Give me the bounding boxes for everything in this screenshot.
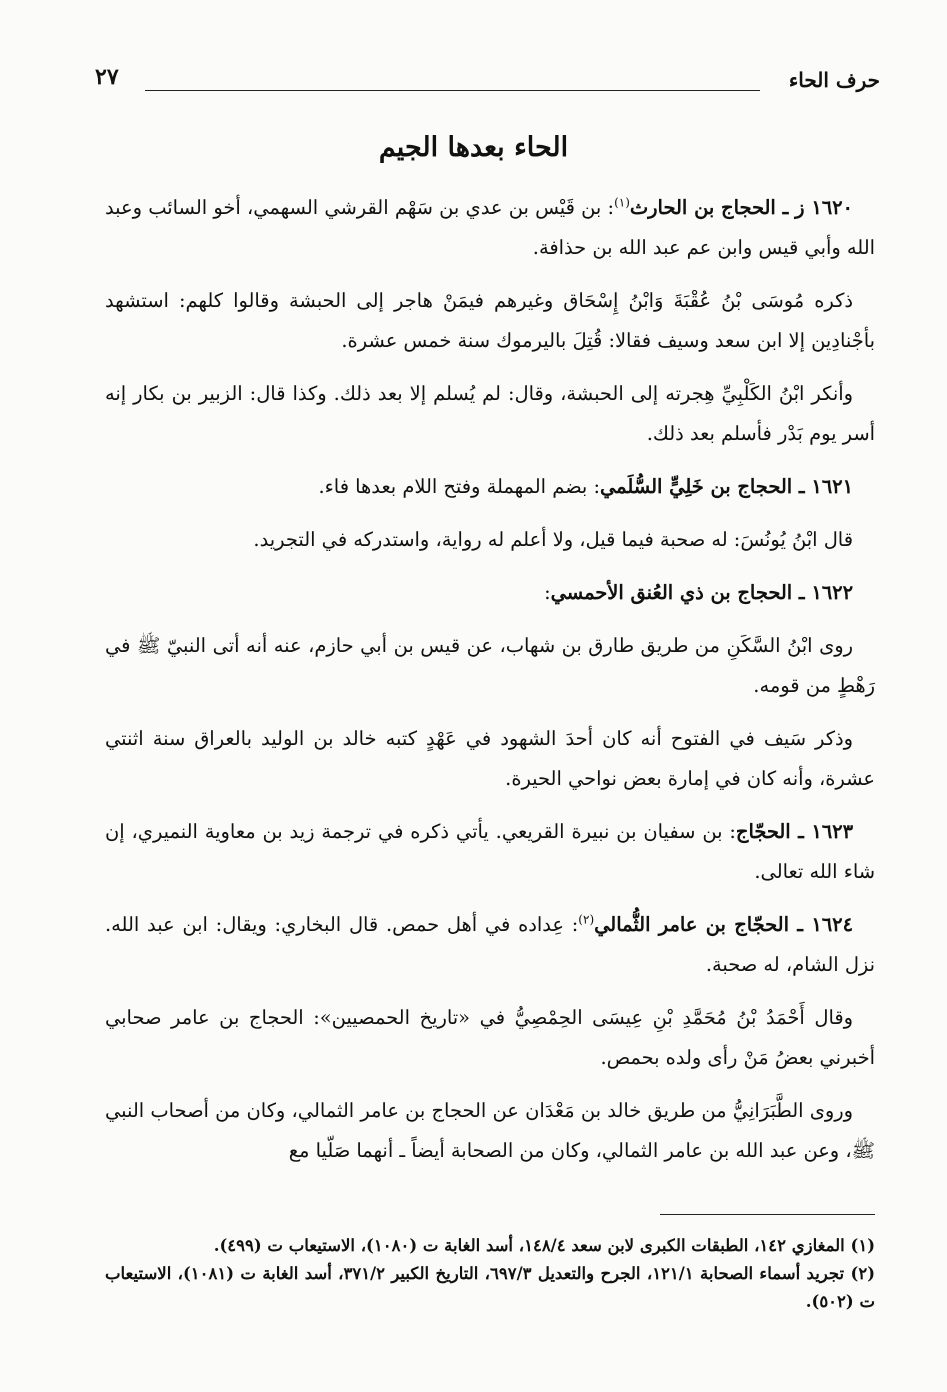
paragraph	[105, 1091, 875, 1171]
paragraph	[105, 281, 875, 361]
paragraph	[105, 626, 875, 706]
footnotes	[105, 1232, 875, 1316]
paragraph	[105, 998, 875, 1078]
entry-title: ١٦٢١ ـ الحجاج بن خَلِيٍّ السُّلَمي	[600, 475, 853, 498]
paragraph	[105, 374, 875, 454]
paragraph	[105, 573, 875, 613]
header-rule	[145, 90, 760, 91]
footnote: (٢) تجريد أسماء الصحابة ١٢١/١، الجرح والتعديل ٦٩٧/٣، التاريخ الكبير ٣٧١/٢، أسد الغابة ت (١٠٨١)، الاستيعاب ت (٥٠٢).	[105, 1264, 875, 1311]
section-heading: الحاء بعدها الجيم	[378, 132, 569, 163]
paragraph	[105, 812, 875, 892]
paragraph	[105, 905, 875, 985]
chapter-title: حرف الحاء	[788, 68, 880, 92]
paragraph-text: : بضم المهملة وفتح اللام بعدها فاء.	[318, 475, 601, 498]
paragraph	[105, 188, 875, 268]
paragraph-text: ذكره مُوسَى بْنُ عُقْبَةَ وَابْنُ إِسْحَاق وغيرهم فيمَنْ هاجر إلى الحبشة وقالوا كلهم: استشهد بأجْنادِين إلا ابن سعد وسيف فقالا: قُتِلَ باليرموك سنة خمس عشرة.	[105, 289, 875, 352]
paragraph-text: : بن قَيْس بن عدي بن سَهْم القرشي السهمي، أخو السائب وعبد الله وأبي قيس وابن عم عبد الله بن حذافة.	[105, 196, 875, 259]
footnote: (١) المغازي ١٤٢، الطبقات الكبرى لابن سعد ١٤٨/٤، أسد الغابة ت (١٠٨٠)، الاستيعاب ت (٤٩٩).	[213, 1236, 875, 1255]
paragraph-text: :	[544, 581, 551, 604]
footnote-ref: (١)	[614, 195, 630, 210]
paragraph-text: قال ابْنُ يُونُسَ: له صحبة فيما قيل، ولا أعلم له رواية، واستدركه في التجريد.	[253, 528, 853, 551]
paragraph-text: : عِداده في أهل حمص. قال البخاري: ويقال: ابن عبد الله. نزل الشام، له صحبة.	[105, 913, 875, 976]
page-header	[95, 60, 880, 100]
entry-title: ١٦٢٣ ـ الحجّاج	[735, 820, 854, 843]
page-number: ٢٧	[95, 64, 119, 90]
footnote-rule	[660, 1214, 875, 1215]
footnote-ref: (٢)	[578, 912, 595, 927]
paragraph-text: وقال أَحْمَدُ بْنُ مُحَمَّدِ بْنِ عِيسَى الحِمْصِيُّ في «تاريخ الحمصيين»: الحجاج بن عامر صحابي أخبرني بعضُ مَنْ رأى ولده بحمص.	[105, 1006, 875, 1069]
paragraph	[105, 719, 875, 799]
paragraph-text: وأنكر ابْنُ الكَلْبِيِّ هِجرته إلى الحبشة، وقال: لم يُسلم إلا بعد ذلك. وكذا قال: الزبير بن بكار إنه أسر يوم بَدْر فأسلم بعد ذلك.	[105, 382, 875, 445]
entry-title: ١٦٢٢ ـ الحجاج بن ذي العُنق الأحمسي	[550, 581, 853, 604]
paragraph-text: روى ابْنُ السَّكَنِ من طريق طارق بن شهاب، عن قيس بن أبي حازم، عنه أنه أتى النبيّ ﷺ في رَهْطٍ من قومه.	[105, 634, 875, 697]
entry-title: ١٦٢٤ ـ الحجّاج بن عامر الثُّمالي	[594, 913, 853, 936]
paragraph-text: : بن سفيان بن نبيرة القريعي. يأتي ذكره في ترجمة زيد بن معاوية النميري، إن شاء الله تعالى.	[105, 820, 875, 883]
entry-title: ١٦٢٠ ز ـ الحجاج بن الحارث	[629, 196, 853, 219]
paragraph	[105, 467, 875, 507]
main-text	[105, 188, 875, 1184]
paragraph-text: وذكر سَيف في الفتوح أنه كان أحدَ الشهود في عَهْدٍ كتبه خالد بن الوليد بالعراق سنة اثنتي عشرة، وأنه كان في إمارة بعض نواحي الحيرة.	[105, 727, 875, 790]
paragraph-text: وروى الطَّبَرَانِيُّ من طريق خالد بن مَعْدَان عن الحجاج بن عامر الثمالي، وكان من أصحاب النبي ﷺ، وعن عبد الله بن عامر الثمالي، وكان من الصحابة أيضاً ـ أنهما صَلّيا مع	[105, 1099, 875, 1162]
paragraph	[105, 520, 875, 560]
